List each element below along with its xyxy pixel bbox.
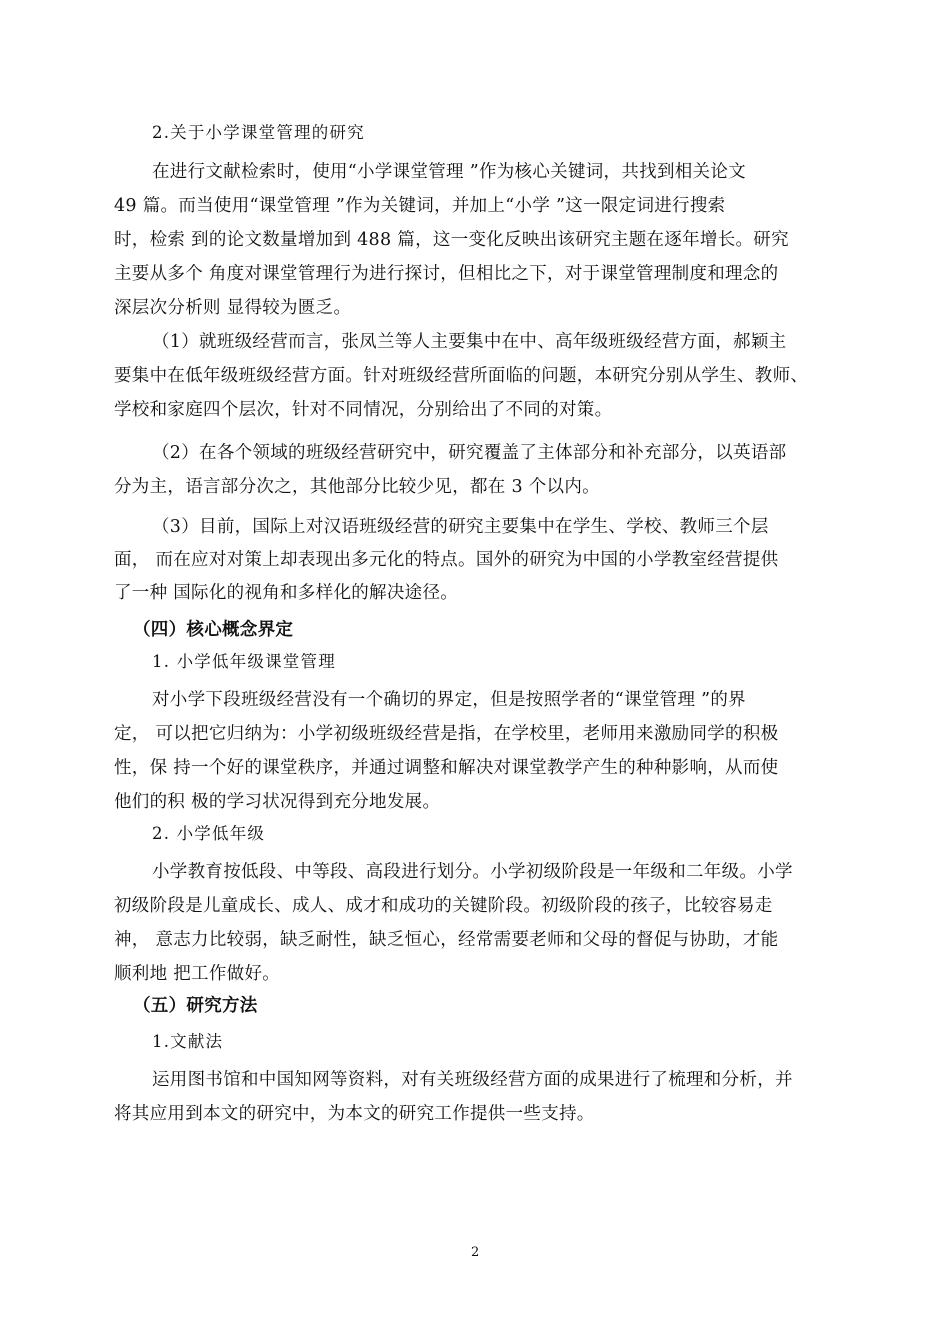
paragraph-line: 小学教育按低段、中等段、高段进行划分。小学初级阶段是一年级和二年级。小学 <box>152 862 793 882</box>
subsection-title: 1.文献法 <box>152 1032 224 1051</box>
paragraph-line: 分为主，语言部分次之，其他部分比较少见，都在 3 个以内。 <box>114 477 600 497</box>
paragraph-line: 主要从多个 角度对课堂管理行为进行探讨，但相比之下，对于课堂管理制度和理念的 <box>114 264 779 284</box>
paragraph-line: 性，保 持一个好的课堂秩序，并通过调整和解决对课堂教学产生的种种影响，从而使 <box>114 758 779 778</box>
paragraph-line: 要集中在低年级班级经营方面。针对班级经营所面临的问题，本研究分别从学生、教师、 <box>114 366 809 386</box>
paragraph-line: （1）就班级经营而言，张凤兰等人主要集中在中、高年级班级经营方面，郝颖主 <box>152 332 787 352</box>
paragraph-line: 顺利地 把工作做好。 <box>114 964 281 984</box>
paragraph-line: 了一种 国际化的视角和多样化的解决途径。 <box>114 583 459 603</box>
page-number: 2 <box>471 1245 480 1260</box>
paragraph-line: 运用图书馆和中国知网等资料，对有关班级经营方面的成果进行了梳理和分析，并 <box>152 1070 793 1090</box>
subsection-title: 2. 小学低年级 <box>152 824 266 843</box>
subsection-title: 1. 小学低年级课堂管理 <box>152 652 336 671</box>
section-heading: （四）核心概念界定 <box>133 620 294 640</box>
paragraph-line: 学校和家庭四个层次，针对不同情况，分别给出了不同的对策。 <box>114 400 613 420</box>
paragraph-line: 深层次分析则 显得较为匮乏。 <box>114 298 352 318</box>
section-title: 2.关于小学课堂管理的研究 <box>152 123 365 142</box>
paragraph-line: 面， 而在应对对策上却表现出多元化的特点。国外的研究为中国的小学教室经营提供 <box>114 550 779 570</box>
paragraph-line: 49 篇。而当使用“课堂管理 ”作为关键词，并加上“小学 ”这一限定词进行搜索 <box>114 196 726 216</box>
paragraph-line: 初级阶段是儿童成长、成人、成才和成功的关键阶段。初级阶段的孩子，比较容易走 <box>114 896 773 916</box>
paragraph-line: 定， 可以把它归纳为：小学初级班级经营是指，在学校里，老师用来激励同学的积极 <box>114 724 779 744</box>
paragraph-line: 时，检索 到的论文数量增加到 488 篇，这一变化反映出该研究主题在逐年增长。研究 <box>114 230 789 250</box>
paragraph-line: （2）在各个领域的班级经营研究中，研究覆盖了主体部分和补充部分，以英语部 <box>152 443 787 463</box>
paragraph-line: 他们的积 极的学习状况得到充分地发展。 <box>114 792 441 812</box>
paragraph-line: （3）目前，国际上对汉语班级经营的研究主要集中在学生、学校、教师三个层 <box>152 517 769 537</box>
paragraph-line: 在进行文献检索时，使用“小学课堂管理 ”作为核心关键词，共找到相关论文 <box>152 162 746 182</box>
paragraph-line: 将其应用到本文的研究中，为本文的研究工作提供一些支持。 <box>114 1104 595 1124</box>
paragraph-line: 神， 意志力比较弱，缺乏耐性，缺乏恒心，经常需要老师和父母的督促与协助，才能 <box>114 930 779 950</box>
section-heading: （五）研究方法 <box>133 996 258 1016</box>
paragraph-line: 对小学下段班级经营没有一个确切的界定，但是按照学者的“课堂管理 ”的界 <box>152 690 746 710</box>
